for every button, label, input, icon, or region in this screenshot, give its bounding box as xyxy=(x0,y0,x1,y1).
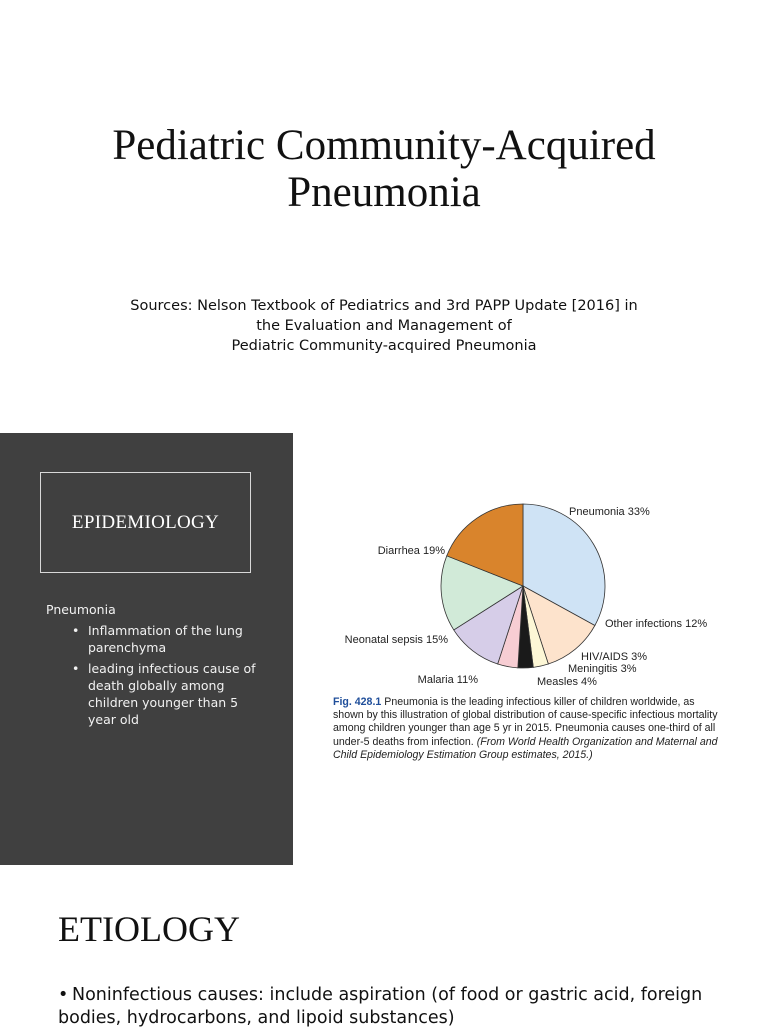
list-item xyxy=(72,660,256,728)
slice-label: Diarrhea 19% xyxy=(377,545,445,557)
figure-428-1 xyxy=(330,500,730,790)
bullet-text: Noninfectious causes: include aspiration (of food or gastric acid, foreign bodies, hydrocarbons, and lipoid substances) xyxy=(58,985,703,1028)
topic-label: Pneumonia xyxy=(46,602,116,617)
bullet-glyph: • xyxy=(72,661,80,676)
bullet-text: Inflammation of the lung parenchyma xyxy=(88,623,243,655)
caption-label: Fig. 428.1 xyxy=(333,696,382,708)
title-line-1: Pediatric Community-Acquired xyxy=(112,122,656,169)
epidemiology-text xyxy=(46,601,256,732)
slice-label: Other infections 12% xyxy=(605,618,708,630)
sources-line-3: Pediatric Community-acquired Pneumonia xyxy=(231,338,537,354)
slide-title xyxy=(0,122,768,216)
bullet-glyph: • xyxy=(58,985,69,1005)
sources-text xyxy=(60,296,708,356)
caption-text: Pneumonia is the leading infectious killer of children worldwide, as shown by this illustration of global distribution of cause-specific infectious mortality among children younger than age 5 yr in 2015. Pneumonia causes one-third of all under-5 deaths from infection. xyxy=(333,696,718,748)
bullet-glyph: • xyxy=(72,623,80,638)
etiology-bullet xyxy=(58,984,758,1030)
bullet-text: leading infectious cause of death globally among children younger than 5 year old xyxy=(88,661,256,727)
caption-source: (From World Health Organization and Maternal and Child Epidemiology Estimation Group estimates, 2015.) xyxy=(333,735,718,761)
epidemiology-panel xyxy=(0,433,293,865)
sources-line-2: the Evaluation and Management of xyxy=(256,318,512,334)
slice-label: HIV/AIDS 3% xyxy=(581,651,648,663)
slice-label: Meningitis 3% xyxy=(568,663,637,675)
slice-label: Pneumonia 33% xyxy=(569,506,650,518)
epidemiology-heading: EPIDEMIOLOGY xyxy=(71,511,220,533)
slice-label: Neonatal sepsis 15% xyxy=(344,634,448,646)
epidemiology-heading-box xyxy=(40,472,251,573)
sources-line-1: Sources: Nelson Textbook of Pediatrics and 3rd PAPP Update [2016] in xyxy=(130,298,638,314)
title-line-2: Pneumonia xyxy=(287,169,481,216)
slice-label: Measles 4% xyxy=(537,676,597,688)
etiology-heading: ETIOLOGY xyxy=(58,909,240,949)
list-item xyxy=(72,622,256,656)
pie-chart xyxy=(330,500,730,695)
figure-caption xyxy=(333,696,725,762)
slice-label: Malaria 11% xyxy=(417,674,478,686)
epidemiology-bullets xyxy=(46,622,256,728)
